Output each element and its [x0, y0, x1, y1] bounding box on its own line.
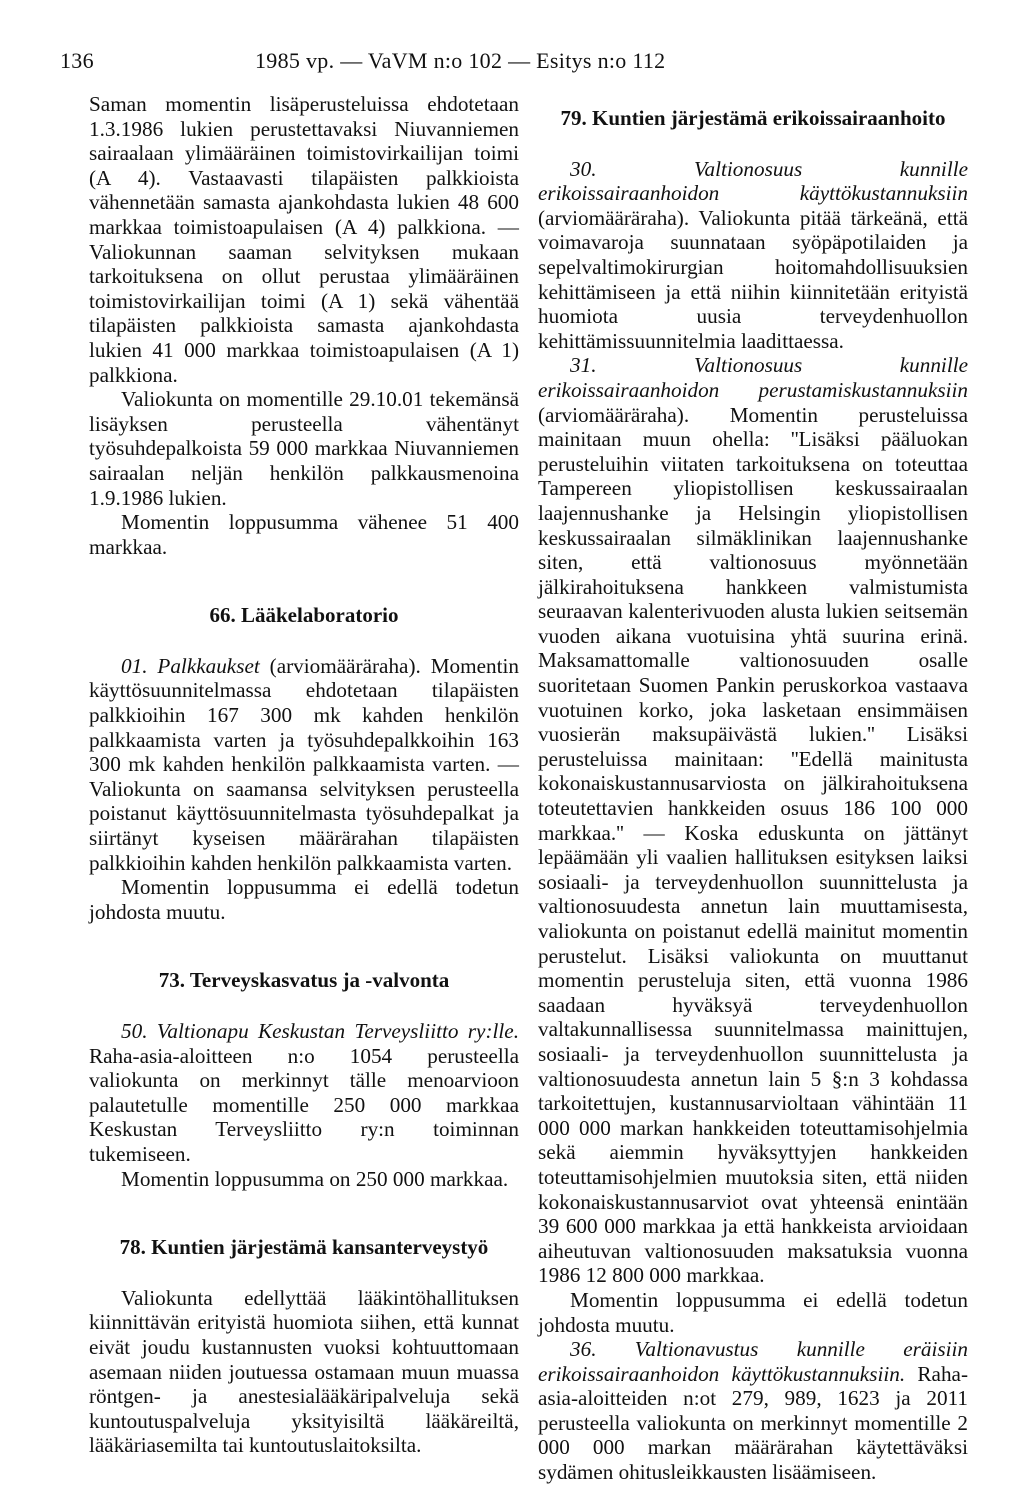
paragraph: Momentin loppusumma ei edellä todetun johdosta muutu. [538, 1287, 968, 1337]
item-title: 36. Valtionavustus kunnille eräisiin erikoissairaanhoidon käyttökustannuksiin. [538, 1337, 968, 1386]
section-heading-66: 66. Lääkelaboratorio [209, 603, 399, 628]
paragraph: Momentin loppusumma on 250 000 markkaa. [121, 1166, 509, 1191]
paragraph: Saman momentin lisäperusteluissa ehdotetaan 1.3.1986 lukien perustettavaksi Niuvanniemen sairaalaan ylimääräinen toimistovirkailijan toimi (A 4). Vastaavasti tilapäisten palkkioista vähennetään samasta ajankohdasta lukien 48 600 markkaa toimistoapulaisen (A 4) palkkiona. — Valiokunnan saaman selvityksen mukaan tarkoituksena on ollut perustaa ylimääräinen toimistovirkailijan toimi (A 1) sekä vähentää tilapäisten palkkioista samasta ajankohdasta lukien 41 000 markkaa toimistoapulaisen (A 1) palkkiona. [89, 92, 519, 387]
paragraph: Momentin loppusumma vähenee 51 400 markkaa. [89, 510, 519, 559]
paragraph: Momentin loppusumma ei edellä todetun johdosta muutu. [89, 875, 519, 924]
item-title: 30. Valtionosuus kunnille erikoissairaanhoidon käyttökustannuksiin [538, 156, 968, 206]
left-column [89, 92, 519, 1458]
right-column [538, 92, 968, 1485]
paragraph: Valiokunta edellyttää lääkintöhallituksen kiinnittävän erityistä huomiota siihen, että kunnat eivät joudu kustannusten vuoksi kohtuuttomaan asemaan niiden joutuessa ostamaan muun muassa röntgen- ja anestesialääkäripalveluja sekä kuntoutuspalveluja yksityisiltä lääkäreiltä, lääkäriasemilta tai kuntoutuslaitoksilta. [89, 1285, 519, 1458]
paragraph: 50. Valtionapu Keskustan Terveysliitto ry:lle. Raha-asia-aloitteen n:o 1054 perusteella valiokunta on merkinnyt tälle menoarvioon palautetulle momentille 250 000 markkaa Keskustan Terveysliitto ry:n toiminnan tukemiseen. [89, 1019, 519, 1166]
item-title: 50. Valtionapu Keskustan Terveysliitto ry:lle. [121, 1019, 519, 1043]
paragraph: 01. Palkkaukset (arviomääräraha). Momentin käyttösuunnitelmassa ehdotetaan tilapäisten palkkioihin 167 300 mk kahden henkilön palkkaamista varten ja työsuhdepalkkoihin 163 300 mk kahden henkilön palkkaamista varten. — Valiokunta on saamansa selvityksen perusteella poistanut käyttösuunnitelmasta työsuhdepalkat ja siirtänyt kyseisen määrärahan tilapäisten palkkioihin kahden henkilön palkkaamista varten. [89, 653, 519, 875]
page-number: 136 [60, 48, 94, 73]
paragraph: 30. Valtionosuus kunnille erikoissairaanhoidon käyttökustannuksiin (arviomääräraha). Valiokunta pitää tärkeänä, että voimavaroja suunnataan syöpäpotilaiden ja sepelvaltimokirurgian hoitomahdollisuuksien kehittämiseen ja että niihin kiinnitetään erityistä huomiota uusia terveydenhuollon kehittämissuunnitelmia laadittaessa. [538, 156, 968, 353]
paragraph: Valiokunta on momentille 29.10.01 tekemänsä lisäyksen perusteella vähentänyt työsuhdepalkoista 59 000 markkaa Niuvanniemen sairaalan neljän henkilön palkkausmenoina 1.9.1986 lukien. [89, 387, 519, 510]
running-title: 1985 vp. — VaVM n:o 102 — Esitys n:o 112 [255, 48, 666, 73]
section-heading-79: 79. Kuntien järjestämä erikoissairaanhoito [560, 106, 946, 130]
paragraph: 36. Valtionavustus kunnille eräisiin erikoissairaanhoidon käyttökustannuksiin. Raha-asia-aloitteiden n:ot 279, 989, 1623 ja 2011 perusteella valiokunta on merkinnyt momentille 2 000 000 markan määrärahan käytettäväksi sydämen ohitusleikkausten lisäämiseen. [538, 1337, 968, 1485]
item-title: 01. Palkkaukset [121, 653, 260, 678]
paragraph: 31. Valtionosuus kunnille erikoissairaanhoidon perustamiskustannuksiin (arviomääräraha). Momentin perusteluissa mainitaan muun ohella: ''Lisäksi pääluokan perusteluihin viitaten tarkoituksena on toteuttaa Tampereen yliopistollisen keskussairaalan laajennushanke ja Helsingin yliopistollisen keskussairaalan silmäklinikan laajennushanke siten, että valtionosuus myönnetään jälkirahoituksena hankkeen valmistumista seuraavan kalenterivuoden alusta lukien seitsemän vuoden aikana vuotuisina yhtä suurina erinä. Maksamattomalle valtionosuuden osalle suoritetaan Suomen Pankin peruskorkoa vastaava vuotuinen korko, joka lasketaan ensimmäisen vuosierän maksupäivästä lukien.'' Lisäksi perusteluissa mainitaan: ''Edellä mainitusta kokonaiskustannusarviosta on jälkirahoituksena toteutettavien hankkeiden osuus 186 100 000 markkaa.'' — Koska eduskunta on jättänyt lepäämään yli vaalien hallituksen esityksen laiksi sosiaali- ja terveydenhuollon suunnittelusta ja valtionosuudesta annetun lain muuttamisesta, valiokunta on poistanut edellä mainitut momentin perustelut. Lisäksi valiokunta on muuttanut momentin perusteluja siten, että vuonna 1986 saadaan hyväksyä terveydenhuollon valtakunnallisessa suunnitelmassa mainittujen, sosiaali- ja terveydenhuollon suunnittelusta ja valtionosuudesta annetun lain 5 §:n 3 kohdassa tarkoitettujen, kustannusarvioltaan vähintään 11 000 000 markan hankkeiden toteuttamisohjelmia sekä aiemmin hyväksyttyjen hankkeiden toteuttamisohjelmien muutoksia siten, että niiden kokonaiskustannusarviot ovat yhteensä enintään 39 600 000 markkaa ja että hankkeista arvioidaan aiheutuvan valtionosuuden maksatuksia vuonna 1986 12 800 000 markkaa. [538, 353, 968, 1288]
page-header [60, 48, 960, 78]
section-heading-73: 73. Terveyskasvatus ja -valvonta [158, 968, 450, 993]
section-heading-78: 78. Kuntien järjestämä kansanterveystyö [119, 1235, 489, 1260]
item-title: 31. Valtionosuus kunnille erikoissairaanhoidon perustamiskustannuksiin [538, 353, 968, 402]
